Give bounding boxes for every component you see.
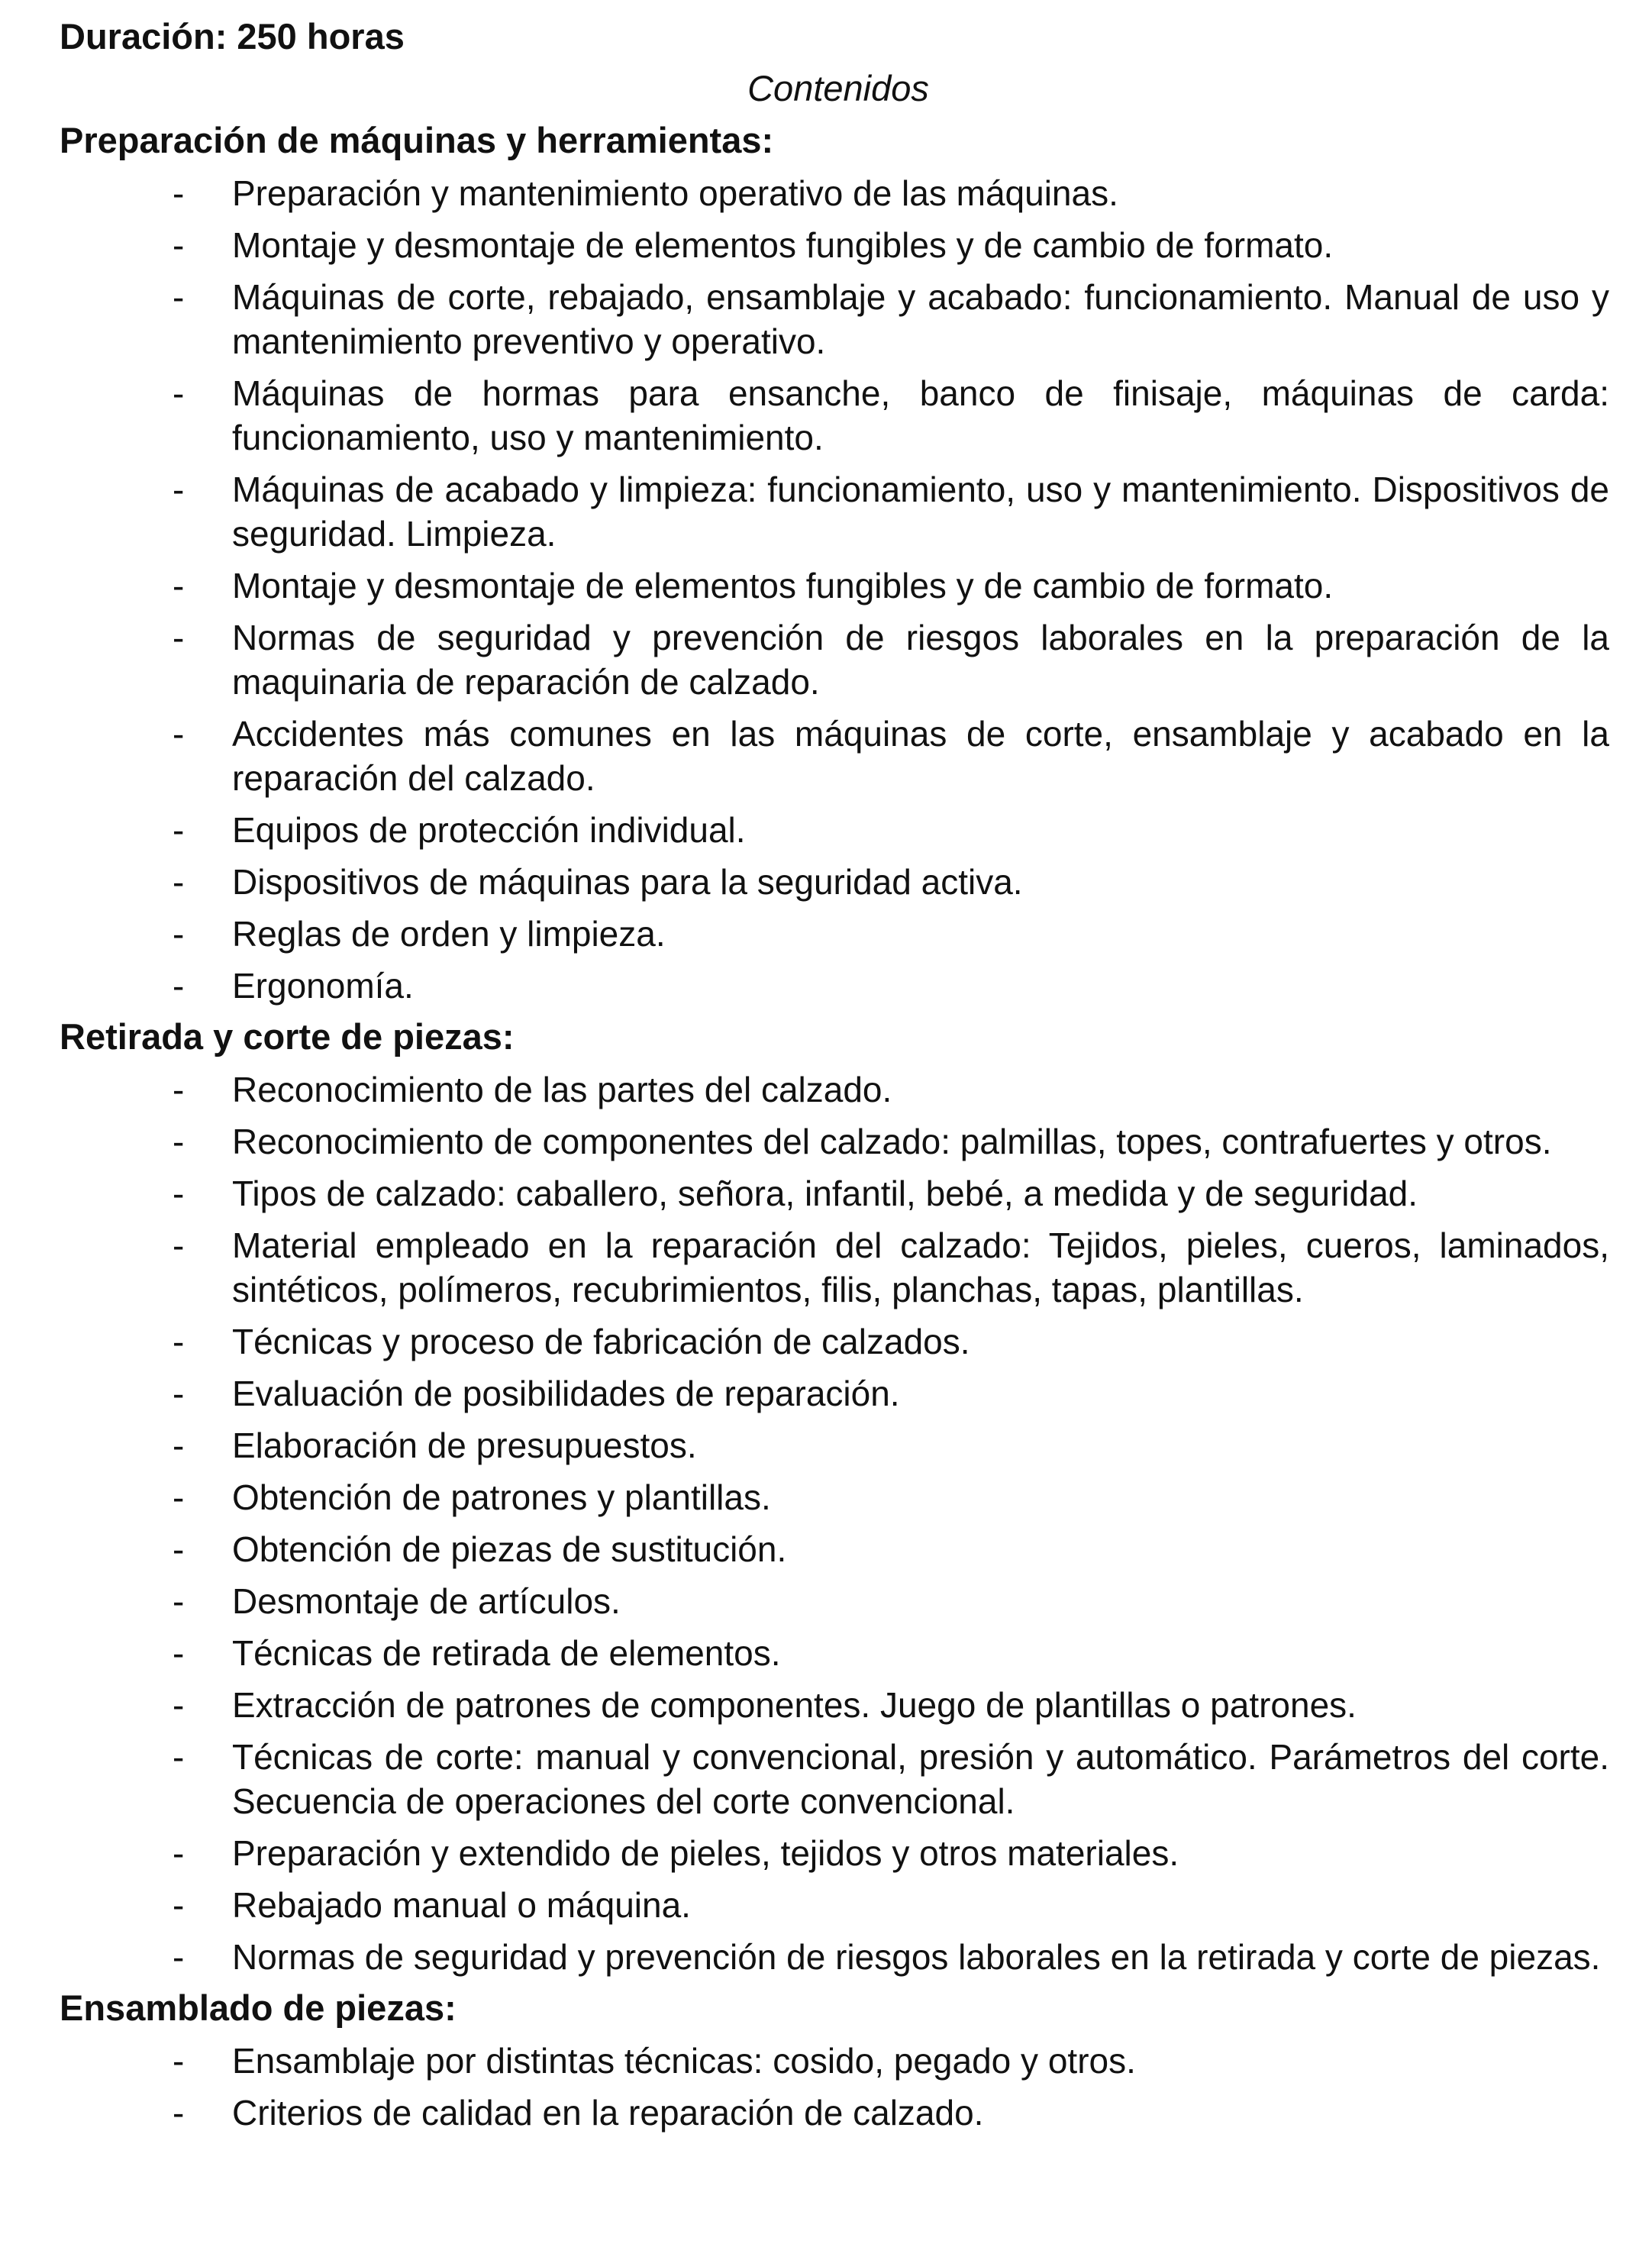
section-heading: Preparación de máquinas y herramientas:: [60, 120, 774, 160]
list-dash: -: [173, 1685, 185, 1725]
list-item-text: Máquinas de acabado y limpieza: funcionamiento, uso y mantenimiento. Dispositivos de seguridad. Limpieza.: [232, 470, 1609, 554]
list-dash: -: [173, 618, 185, 657]
list-item-text: Normas de seguridad y prevención de riesgos laborales en la preparación de la maquinaria de reparación de calzado.: [232, 618, 1609, 702]
list-item: [60, 964, 1609, 1008]
list-item-text: Técnicas de retirada de elementos.: [232, 1633, 781, 1673]
list-item-text: Ensamblaje por distintas técnicas: cosido, pegado y otros.: [232, 2041, 1136, 2081]
list-item-text: Normas de seguridad y prevención de riesgos laborales en la retirada y corte de piezas.: [232, 1937, 1601, 1977]
list-item-text: Reconocimiento de las partes del calzado.: [232, 1070, 892, 1109]
list-item-text: Técnicas de corte: manual y convencional, presión y automático. Parámetros del corte. Secuencia de operaciones del corte convencional.: [232, 1737, 1609, 1821]
list-item: [60, 1883, 1609, 1927]
section-removal-cutting: [60, 1014, 1609, 1979]
list-item-text: Desmontaje de artículos.: [232, 1581, 621, 1621]
list-item-text: Reglas de orden y limpieza.: [232, 914, 666, 954]
list-dash: -: [173, 1937, 185, 1977]
list-item: [60, 467, 1609, 556]
list-dash: -: [173, 862, 185, 902]
list-item: [60, 1223, 1609, 1312]
list-dash: -: [173, 225, 185, 265]
list-item: [60, 2039, 1609, 2083]
list-item-text: Máquinas de hormas para ensanche, banco de finisaje, máquinas de carda: funcionamiento, uso y mantenimiento.: [232, 373, 1609, 457]
document-page: [60, 14, 1609, 2135]
list-dash: -: [173, 2093, 185, 2133]
list-dash: -: [173, 914, 185, 954]
list-item: [60, 615, 1609, 704]
list-item-text: Accidentes más comunes en las máquinas de corte, ensamblaje y acabado en la reparación del calzado.: [232, 714, 1609, 798]
list-item: [60, 1631, 1609, 1675]
list-dash: -: [173, 2041, 185, 2081]
list-item: [60, 1475, 1609, 1519]
list-item: [60, 1119, 1609, 1164]
list-item-text: Montaje y desmontaje de elementos fungibles y de cambio de formato.: [232, 566, 1334, 605]
list-dash: -: [173, 1529, 185, 1569]
list-dash: -: [173, 1633, 185, 1673]
list-item-text: Extracción de patrones de componentes. Juego de plantillas o patrones.: [232, 1685, 1357, 1725]
list-item: [60, 1067, 1609, 1112]
list-item-text: Preparación y mantenimiento operativo de las máquinas.: [232, 173, 1118, 213]
list-item: [60, 1831, 1609, 1875]
list-item: [60, 275, 1609, 363]
list-item: [60, 563, 1609, 608]
list-item: [60, 1423, 1609, 1468]
contents-title: Contenidos: [747, 68, 929, 108]
list-item-text: Evaluación de posibilidades de reparación.: [232, 1374, 900, 1413]
list-dash: -: [173, 1581, 185, 1621]
content-list: [60, 2039, 1609, 2135]
list-item: [60, 1171, 1609, 1216]
content-list: [60, 171, 1609, 1008]
section-heading: Retirada y corte de piezas:: [60, 1016, 515, 1057]
list-dash: -: [173, 1833, 185, 1873]
list-item: [60, 1579, 1609, 1623]
list-dash: -: [173, 1737, 185, 1777]
list-item-text: Rebajado manual o máquina.: [232, 1885, 691, 1925]
list-dash: -: [173, 1174, 185, 1213]
section-machine-preparation: [60, 118, 1609, 1008]
list-item: [60, 1683, 1609, 1727]
list-dash: -: [173, 1070, 185, 1109]
list-item: [60, 860, 1609, 904]
list-dash: -: [173, 470, 185, 509]
list-dash: -: [173, 810, 185, 850]
list-dash: -: [173, 373, 185, 413]
list-dash: -: [173, 277, 185, 317]
list-item: [60, 1735, 1609, 1823]
list-dash: -: [173, 1122, 185, 1161]
list-item-text: Obtención de piezas de sustitución.: [232, 1529, 787, 1569]
list-dash: -: [173, 1477, 185, 1517]
list-item-text: Técnicas y proceso de fabricación de calzados.: [232, 1322, 970, 1361]
list-dash: -: [173, 1426, 185, 1465]
list-item: [60, 1527, 1609, 1571]
list-item-text: Equipos de protección individual.: [232, 810, 746, 850]
list-dash: -: [173, 1885, 185, 1925]
list-item-text: Preparación y extendido de pieles, tejidos y otros materiales.: [232, 1833, 1179, 1873]
list-item-text: Reconocimiento de componentes del calzado: palmillas, topes, contrafuertes y otros.: [232, 1122, 1552, 1161]
list-item: [60, 223, 1609, 267]
list-item: [60, 2091, 1609, 2135]
list-dash: -: [173, 1374, 185, 1413]
section-assembly: [60, 1985, 1609, 2135]
duration-label: Duración: 250 horas: [60, 16, 405, 57]
list-item: [60, 712, 1609, 800]
list-dash: -: [173, 1225, 185, 1265]
section-heading: Ensamblado de piezas:: [60, 1987, 457, 2028]
list-item-text: Tipos de calzado: caballero, señora, infantil, bebé, a medida y de seguridad.: [232, 1174, 1418, 1213]
list-item: [60, 808, 1609, 852]
list-item-text: Ergonomía.: [232, 966, 414, 1006]
list-item-text: Obtención de patrones y plantillas.: [232, 1477, 771, 1517]
list-item: [60, 171, 1609, 215]
list-item-text: Elaboración de presupuestos.: [232, 1426, 697, 1465]
list-item: [60, 371, 1609, 460]
list-item-text: Material empleado en la reparación del calzado: Tejidos, pieles, cueros, laminados, sintéticos, polímeros, recubrimientos, filis, planchas, tapas, plantillas.: [232, 1225, 1609, 1309]
list-dash: -: [173, 966, 185, 1006]
list-item: [60, 1371, 1609, 1416]
list-item-text: Montaje y desmontaje de elementos fungibles y de cambio de formato.: [232, 225, 1334, 265]
list-dash: -: [173, 173, 185, 213]
content-list: [60, 1067, 1609, 1979]
list-item-text: Dispositivos de máquinas para la seguridad activa.: [232, 862, 1023, 902]
list-item-text: Máquinas de corte, rebajado, ensamblaje y acabado: funcionamiento. Manual de uso y mantenimiento preventivo y operativo.: [232, 277, 1609, 361]
list-dash: -: [173, 1322, 185, 1361]
list-dash: -: [173, 714, 185, 754]
list-item: [60, 1319, 1609, 1364]
list-item-text: Criterios de calidad en la reparación de calzado.: [232, 2093, 984, 2133]
list-dash: -: [173, 566, 185, 605]
list-item: [60, 1935, 1609, 1979]
list-item: [60, 912, 1609, 956]
